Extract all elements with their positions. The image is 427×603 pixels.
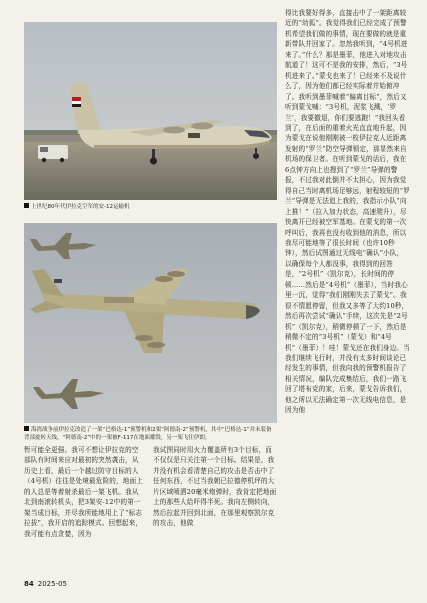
caption-marker xyxy=(24,203,29,208)
column-text: 暂可能全更强。我可不想让伊拉克的空部队有时间来应对最初的突然袭击，从历史上看，最后一个越过防守目标的人（4号机）往往是处境最危险的，地面上的人总是等着射杀最后一架飞机。我从北到南滚转机头，把3架安-12中的第一架当成目标，并尽我所能地用上了“标志拉拔”，我开启的追踪模式。回想起来，我可能有点贪婪，因为 xyxy=(24,446,143,538)
article-column-bottom-left xyxy=(24,445,145,539)
aew-photo-caption xyxy=(24,426,277,442)
article-column-right xyxy=(285,8,410,416)
page-footer xyxy=(24,580,67,588)
caption-text: 上世纪80年代伊拉克空军的安-12运输机 xyxy=(31,204,130,210)
column-text: 我试图同时用火力覆盖所有3个目标，而不仅仅是只关注第一个目标。结果是，我并没有机会看清楚自己的攻击是否击中了任何东西，不过当我朝已拉德停机坪的大片区域喷洒20毫米炮弹时，我肯定把地面上的那些人给吓得半死。我向左侧转向，然后拉起并回到北面，在那里观察凯尔克的攻击，他做 xyxy=(153,446,277,528)
caption-marker xyxy=(24,426,29,431)
aew-formation-photo xyxy=(24,223,277,423)
caption-text: 海湾战争前伊拉克改造了一架“巴格达-1”预警机和2架“阿德南-2”预警机，其中“巴格达-1”并未装备背部旋转天线，“阿德南-2”中的一架被F-117在地面摧毁，另一架飞往伊朗。 xyxy=(24,427,272,441)
issue-date: 2025-05 xyxy=(37,580,67,588)
article-column-bottom-middle xyxy=(153,445,277,529)
column-text: 得比我要好得多，直接击中了一架距离较近的“幼狐”。我觉得我们已经完成了预警机希望我们做的事情，现在要做的就是重新带队并回家了。忽然我听到，“4号机进来了。”什么？那是墨菲，他进入对地攻击航道了！这可不是我的安排，然后，“3号机进来了。”蒙戈也来了！已经来不及说什么了，因为他们都已经实际着并始俯冲了。我听到墨菲喊着“偏离目标”，然后又听到蒙戈喊：“3号机，泥浆飞溅，‘罗兰’，我要撤退，你们要逃跑！”我回头看到了，在后面的重着火光直直地升起，因为蒙戈在说他刚刚被一枚伊拉克人近距离发射的“罗兰”防空导弹锁定，那显然来自机场的保卫者。在听到蒙戈的话后，我在6点钟方向上也搜到了“罗兰”导弹的警报，不过我对此倒并不太担心，因为我觉得自己当时离机场足够远，射程较短的“罗兰”导弹是无法追上我的，我指示小队“向上推！”（拉入加力状态，高速爬升），尽快离开已经被空军基地。在蒙戈的第一次呼叫后，我再也没有收到他的消息，所以我尽可能地等了很长时间（也许10秒钟），然后试图通过无线电“确认”小队，以确保每个人都没事，我得到的回答是，“2号机”（凯尔克），长时间的停顿……然后是“4号机”（墨菲），当时我心里一沉，觉得“我们刚刚失去了蒙戈”。我很不情愿停留，但我又多等了大约10秒，然后再次尝试“确认”手续，这次先是“2号机”（凯尔克），稍微停顿了一下，然后是稍微不定的“3号机”（蒙戈）和“4号机”（墨菲）！哇！蒙戈还在我们身边。当我们继续飞行时，并没有太多时间谈论已经发生的事情，但我向我的预警机报告了相关情况，编队完成集结后，我们一路飞回了塔布克的家，后来，蒙戈告诉我们，他之所以无法确定第一次无线电信息，是因为他 xyxy=(285,9,410,415)
page-number: 84 xyxy=(24,580,34,588)
an12-photo xyxy=(24,22,277,200)
an12-photo-caption xyxy=(24,203,277,211)
